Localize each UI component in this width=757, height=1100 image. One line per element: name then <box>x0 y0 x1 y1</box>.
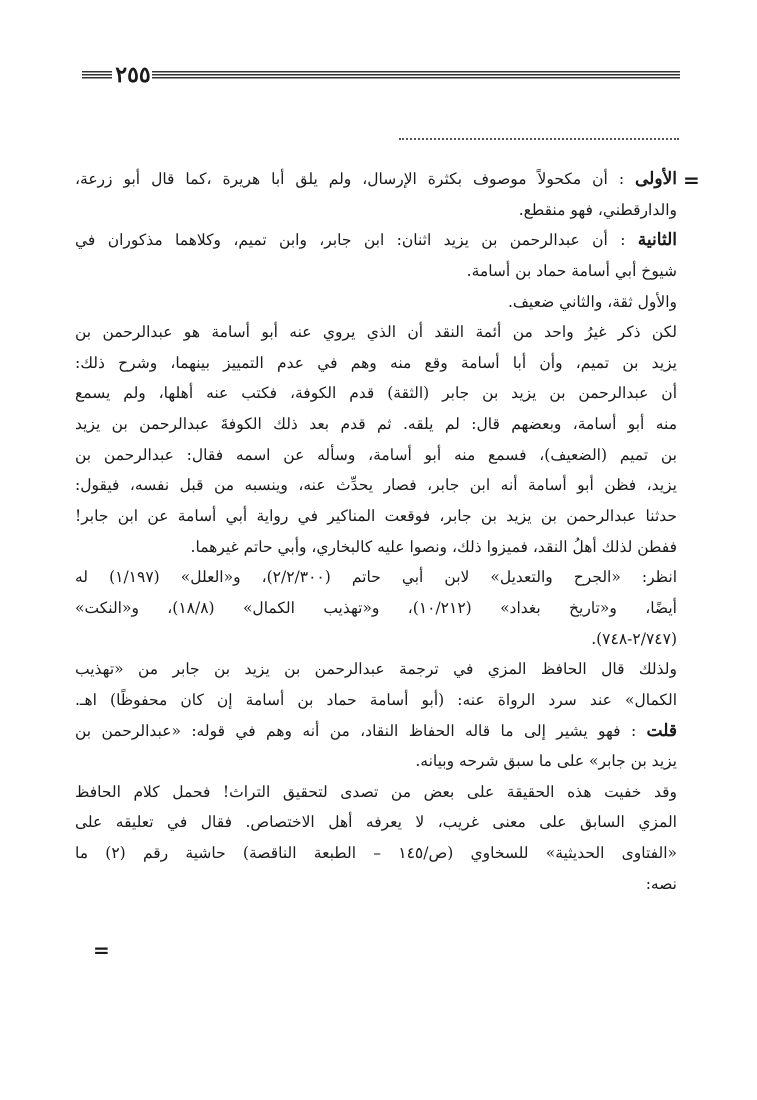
text-line <box>75 287 677 318</box>
text-line <box>75 562 677 593</box>
line-text: المزي السابق على معنى غريب، لا يعرفه أهل الاختصاص. فقال في تعليقه على <box>75 813 677 832</box>
text-line <box>75 869 677 900</box>
line-text: والدارقطني، فهو منقطع. <box>518 200 677 219</box>
text-line <box>75 225 677 256</box>
text-line <box>75 501 677 532</box>
text-line <box>75 746 677 777</box>
line-text: ففطن لذلك أهلُ النقد، فميزوا ذلك، ونصوا عليه كالبخاري، وأبي حاتم غيرهما. <box>190 537 677 556</box>
line-text: انظر: «الجرح والتعديل» لابن أبي حاتم (٢/٢/٣٠٠)، و«العلل» (١/١٩٧) له <box>75 568 677 587</box>
continuation-mark-bottom: = <box>93 938 110 962</box>
text-line <box>75 838 677 869</box>
text-line <box>75 777 677 808</box>
line-text: لكن ذكر غيرُ واحد من أئمة النقد أن الذي يروي عنه أبو أسامة هو عبدالرحمن بن <box>75 323 677 342</box>
page-number: ٢٥٥ <box>115 62 151 88</box>
line-text: : أن عبدالرحمن بن يزيد اثنان: ابن جابر، وابن تميم، وكلاهما مذكوران في <box>75 231 638 250</box>
text-line <box>75 409 677 440</box>
line-text: ولذلك قال الحافظ المزي في ترجمة عبدالرحمن بن يزيد بن جابر من «تهذيب <box>75 660 677 679</box>
line-text: منه أبو أسامة، وبعضهم قال: لم يلقه. ثم قدم بعد ذلك الكوفةَ عبدالرحمن بن يزيد <box>75 415 677 434</box>
footnote-separator <box>399 138 679 140</box>
text-line <box>75 654 677 685</box>
line-text: حدثنا عبدالرحمن بن يزيد بن جابر، فوقعت المناكير في رواية أبي أسامة عن ابن جابر! <box>75 507 677 526</box>
text-line <box>75 685 677 716</box>
text-line <box>75 624 677 655</box>
text-line <box>75 164 677 195</box>
line-text: شيوخ أبي أسامة حماد بن أسامة. <box>466 261 677 280</box>
line-text: : فهو يشير إلى ما قاله الحفاظ النقاد، من أنه وهم في قوله: «عبدالرحمن بن <box>75 721 647 740</box>
text-line <box>75 807 677 838</box>
line-text: (٢/٧٤٧-٧٤٨). <box>591 629 677 648</box>
line-text: الكمال» عند سرد الرواة عنه: (أبو أسامة حماد بن أسامة إن كان محفوظًا) اهـ. <box>75 690 677 709</box>
text-line <box>75 317 677 348</box>
line-text: أن عبدالرحمن بن يزيد بن جابر (الثقة) قدم الكوفة، فكتب عنه أهلها، ولم يسمع <box>75 384 677 403</box>
header-rule-left <box>82 71 112 79</box>
line-text: نصه: <box>645 874 677 893</box>
line-text: «الفتاوى الحديثية» للسخاوي (ص/١٤٥ – الطبعة الناقصة) حاشية رقم (٢) ما <box>75 844 677 863</box>
text-line <box>75 378 677 409</box>
text-line <box>75 470 677 501</box>
line-text: بن تميم (الضعيف)، فسمع منه أبو أسامة، وسأله عن اسمه فقال: عبدالرحمن بن <box>75 445 677 464</box>
line-text: والأول ثقة، والثاني ضعيف. <box>507 292 677 311</box>
line-text: أيضًا، و«تاريخ بغداد» (١٠/٢١٢)، و«تهذيب الكمال» (١٨/٨)، و«النكت» <box>75 598 677 617</box>
footnote-text <box>75 164 677 899</box>
continuation-mark-top: = <box>683 168 700 192</box>
text-line <box>75 440 677 471</box>
text-line <box>75 593 677 624</box>
text-line <box>75 195 677 226</box>
line-text: : أن مكحولاً موصوف بكثرة الإرسال، ولم يلق أبا هريرة ،كما قال أبو زرعة، <box>75 170 636 188</box>
section-label: قلت <box>646 720 677 741</box>
text-line <box>75 716 677 747</box>
text-line <box>75 256 677 287</box>
text-line <box>75 532 677 563</box>
section-label: الأولى <box>635 169 677 189</box>
header-rule-right <box>152 71 680 79</box>
line-text: يزيد بن جابر» على ما سبق شرحه وبيانه. <box>415 752 677 771</box>
page-header <box>82 62 680 92</box>
line-text: يزيد بن تميم، وأن أبا أسامة وقع منه وهم في عدم التمييز بينهما، وشرح ذلك: <box>75 353 677 372</box>
line-text: يزيد، فظن أبو أسامة أنه ابن جابر، فصار يحدِّث عنه، وينسبه من قبل نفسه، فيقول: <box>75 476 677 495</box>
section-label: الثانية <box>637 230 677 251</box>
line-text: وقد خفيت هذه الحقيقة على بعض من تصدى لتحقيق التراث! فحمل كلام الحافظ <box>75 782 677 801</box>
text-line <box>75 348 677 379</box>
